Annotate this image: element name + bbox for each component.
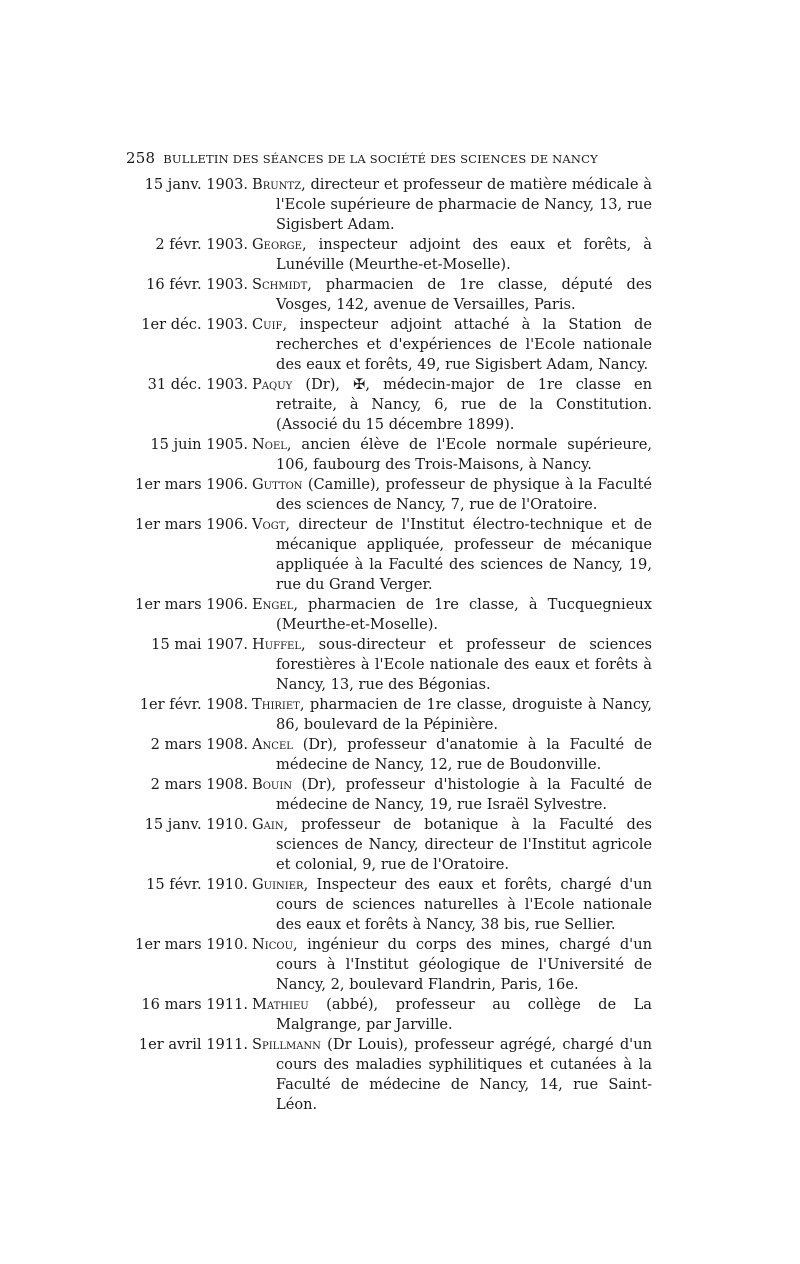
entry-date: 15 mai 1907. — [151, 636, 248, 653]
entry-text: , pharmacien de 1re classe, à Tucquegnieux (Meurthe-et-Moselle). — [276, 596, 652, 633]
list-item — [126, 595, 652, 635]
member-name: Huffel — [252, 636, 301, 653]
entry-text: , inspecteur adjoint attaché à la Station de recherches et d'expériences de l'Ecole nationale des eaux et forêts, 49, rue Sigisbert Adam, Nancy. — [276, 316, 652, 373]
entry-text: , Inspecteur des eaux et forêts, chargé d'un cours de sciences naturelles à l'Ecole nationale des eaux et forêts à Nancy, 38 bis, rue Sellier. — [276, 876, 652, 933]
member-list — [126, 175, 652, 1115]
member-name: Gain — [252, 816, 284, 833]
member-name: George — [252, 236, 302, 253]
list-item — [126, 375, 652, 435]
list-item — [126, 515, 652, 595]
entry-date: 1er mars 1906. — [135, 476, 248, 493]
list-item — [126, 315, 652, 375]
entry-text: , professeur de botanique à la Faculté des sciences de Nancy, directeur de l'Institut agricole et colonial, 9, rue de l'Oratoire. — [276, 816, 652, 873]
entry-date: 1er févr. 1908. — [139, 696, 248, 713]
running-header — [126, 149, 676, 167]
list-item — [126, 475, 652, 515]
entry-text: , ingénieur du corps des mines, chargé d'un cours à l'Institut géologique de l'Université de Nancy, 2, boulevard Flandrin, Paris, 16e. — [276, 936, 652, 993]
entry-text: , ancien élève de l'Ecole normale supérieure, 106, faubourg des Trois-Maisons, à Nancy. — [276, 436, 652, 473]
entry-text: , inspecteur adjoint des eaux et forêts, à Lunéville (Meurthe-et-Moselle). — [276, 236, 652, 273]
member-name: Vogt — [252, 516, 286, 533]
entry-date: 1er mars 1906. — [135, 596, 248, 613]
member-name: Bruntz — [252, 176, 302, 193]
entry-date: 15 févr. 1910. — [146, 876, 248, 893]
list-item — [126, 935, 652, 995]
entry-date: 1er déc. 1903. — [141, 316, 248, 333]
entry-text: (Dr Louis), professeur agrégé, chargé d'un cours des maladies syphilitiques et cutanées à la Faculté de médecine de Nancy, 14, rue Saint-Léon. — [276, 1036, 652, 1113]
list-item — [126, 175, 652, 235]
entry-text: , directeur et professeur de matière médicale à l'Ecole supérieure de pharmacie de Nancy, 13, rue Sigisbert Adam. — [276, 176, 652, 233]
list-item — [126, 815, 652, 875]
entry-date: 2 mars 1908. — [150, 736, 248, 753]
entry-date: 16 mars 1911. — [141, 996, 248, 1013]
list-item — [126, 1035, 652, 1115]
entry-date: 16 févr. 1903. — [146, 276, 248, 293]
entry-text: (abbé), professeur au collège de La Malgrange, par Jarville. — [276, 996, 652, 1033]
entry-date: 15 janv. 1903. — [144, 176, 248, 193]
running-title: BULLETIN DES SÉANCES DE LA SOCIÉTÉ DES SCIENCES DE NANCY — [163, 152, 598, 166]
entry-text: , pharmacien de 1re classe, droguiste à Nancy, 86, boulevard de la Pépinière. — [276, 696, 652, 733]
member-name: Schmidt — [252, 276, 308, 293]
member-name: Noel — [252, 436, 287, 453]
list-item — [126, 995, 652, 1035]
member-name: Bouin — [252, 776, 293, 793]
entry-text: , directeur de l'Institut électro-technique et de mécanique appliquée, professeur de mécanique appliquée à la Faculté des sciences de Nancy, 19, rue du Grand Verger. — [276, 516, 652, 593]
entry-date: 15 juin 1905. — [150, 436, 248, 453]
entry-date: 1er mars 1910. — [135, 936, 248, 953]
member-name: Spillmann — [252, 1036, 321, 1053]
member-name: Nicou — [252, 936, 293, 953]
member-name: Ancel — [252, 736, 293, 753]
entry-date: 31 déc. 1903. — [147, 376, 248, 393]
member-name: Cuif — [252, 316, 283, 333]
list-item — [126, 735, 652, 775]
entry-text: (Camille), professeur de physique à la Faculté des sciences de Nancy, 7, rue de l'Oratoire. — [276, 476, 652, 513]
entry-date: 1er avril 1911. — [138, 1036, 248, 1053]
list-item — [126, 775, 652, 815]
entry-text: , sous-directeur et professeur de sciences forestières à l'Ecole nationale des eaux et forêts à Nancy, 13, rue des Bégonias. — [276, 636, 652, 693]
list-item — [126, 275, 652, 315]
member-name: Guinier — [252, 876, 304, 893]
list-item — [126, 695, 652, 735]
member-name: Paquy — [252, 376, 293, 393]
entry-text: , pharmacien de 1re classe, député des Vosges, 142, avenue de Versailles, Paris. — [276, 276, 652, 313]
member-name: Thiriet — [252, 696, 300, 713]
entry-text: (Dr), ✠, médecin-major de 1re classe en retraite, à Nancy, 6, rue de la Constitution. (Associé du 15 décembre 1899). — [276, 376, 652, 433]
list-item — [126, 235, 652, 275]
member-name: Engel — [252, 596, 294, 613]
entry-date: 15 janv. 1910. — [144, 816, 248, 833]
entry-date: 1er mars 1906. — [135, 516, 248, 533]
list-item — [126, 635, 652, 695]
list-item — [126, 875, 652, 935]
entry-text: (Dr), professeur d'histologie à la Faculté de médecine de Nancy, 19, rue Israël Sylvestre. — [276, 776, 652, 813]
member-name: Gutton — [252, 476, 303, 493]
member-name: Mathieu — [252, 996, 309, 1013]
entry-date: 2 févr. 1903. — [155, 236, 248, 253]
entry-date: 2 mars 1908. — [150, 776, 248, 793]
page-number: 258 — [126, 149, 156, 167]
list-item — [126, 435, 652, 475]
entry-text: (Dr), professeur d'anatomie à la Faculté de médecine de Nancy, 12, rue de Boudonville. — [276, 736, 652, 773]
